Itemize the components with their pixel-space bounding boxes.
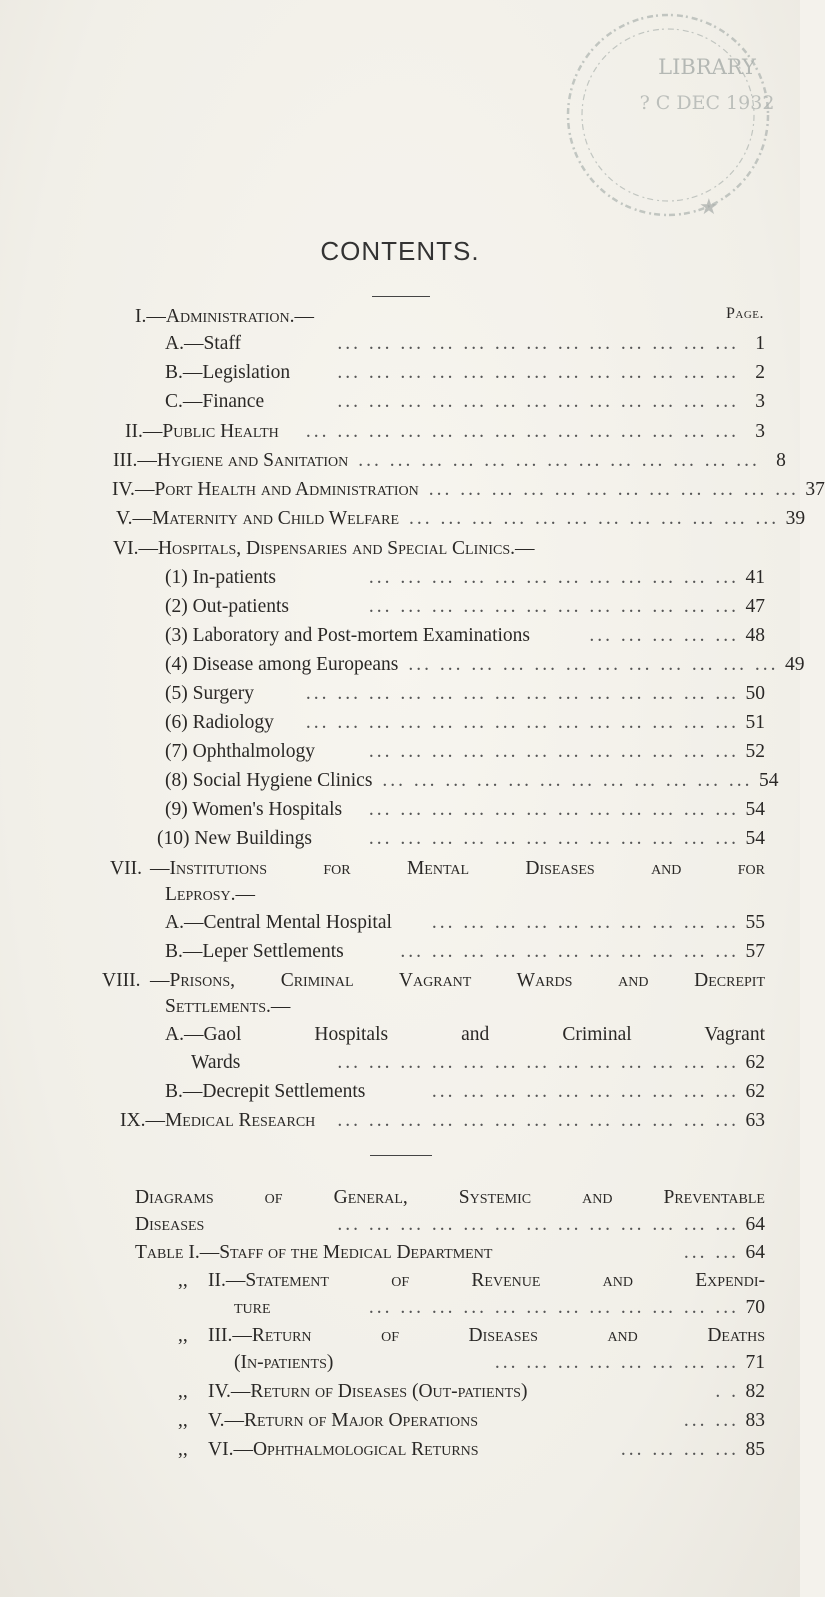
toc-entry: IV.—Port Health and Administration ... ... ... ... ... ... ... ... ... ... ... ... 37 xyxy=(112,479,825,500)
toc-entry: B.—Legislation ... ... ... ... ... ... ... ... ... ... ... ... ... 2 xyxy=(165,362,765,383)
stamp-label: LIBRARY xyxy=(658,55,756,79)
toc-entry: (5) Surgery ... ... ... ... ... ... ... ... ... ... ... ... ... ... 50 xyxy=(165,683,765,704)
toc-entry: (8) Social Hygiene Clinics ... ... ... ... ... ... ... ... ... ... ... ... 54 xyxy=(165,770,779,791)
section-rule xyxy=(370,1155,432,1156)
toc-entry: (7) Ophthalmology ... ... ... ... ... ... ... ... ... ... ... ... 52 xyxy=(165,741,765,762)
section-8-num: VIII. xyxy=(102,970,141,991)
table3-entry-line1: III.—Return of Diseases and Deaths xyxy=(208,1325,765,1346)
section-6-heading: VI.—Hospitals, Dispensaries and Special Clinics.— xyxy=(113,538,535,559)
section-1-heading: I.—Administration.— xyxy=(135,306,314,327)
toc-entry: (9) Women's Hospitals ... ... ... ... ... ... ... ... ... ... ... ... 54 xyxy=(165,799,765,820)
toc-entry: (In-patients) ... ... ... ... ... ... ... ... 71 xyxy=(234,1352,765,1373)
toc-entry: C.—Finance ... ... ... ... ... ... ... ... ... ... ... ... ... 3 xyxy=(165,391,765,412)
toc-entry: Table I.—Staff of the Medical Department ... ... 64 xyxy=(135,1242,765,1263)
toc-entry: V.—Maternity and Child Welfare ... ... ... ... ... ... ... ... ... ... ... ... 39 xyxy=(116,508,806,529)
ditto-mark: ,, xyxy=(178,1325,188,1346)
toc-entry: VI.—Ophthalmological Returns ... ... ... ... 85 xyxy=(208,1439,765,1460)
ditto-mark: ,, xyxy=(178,1381,188,1402)
section-7-num: VII. xyxy=(110,858,142,879)
toc-entry: A.—Staff ... ... ... ... ... ... ... ... ... ... ... ... ... 1 xyxy=(165,333,765,354)
toc-entry: (10) New Buildings ... ... ... ... ... ... ... ... ... ... ... ... 54 xyxy=(157,828,765,849)
page-column-header: Page. xyxy=(725,305,764,322)
section-7-heading-cont: Leprosy.— xyxy=(165,884,255,905)
toc-entry: A.—Central Mental Hospital ... ... ... ... ... ... ... ... ... ... 55 xyxy=(165,912,765,933)
toc-entry: (1) In-patients ... ... ... ... ... ... ... ... ... ... ... ... 41 xyxy=(165,567,765,588)
toc-entry-line1: A.—Gaol Hospitals and Criminal Vagrant xyxy=(165,1024,765,1045)
table2-entry-line1: II.—Statement of Revenue and Expendi- xyxy=(208,1270,765,1291)
section-8-heading: —Prisons, Criminal Vagrant Wards and Decrepit xyxy=(150,970,765,991)
toc-entry: (3) Laboratory and Post-mortem Examinations ... ... ... ... ... 48 xyxy=(165,625,765,646)
toc-entry: IX.—Medical Research ... ... ... ... ... ... ... ... ... ... ... ... ... 63 xyxy=(120,1110,765,1131)
ditto-mark: ,, xyxy=(178,1270,188,1291)
section-8-heading-cont: Settlements.— xyxy=(165,996,291,1017)
toc-entry: (4) Disease among Europeans ... ... ... ... ... ... ... ... ... ... ... ... 49 xyxy=(165,654,805,675)
toc-entry: B.—Leper Settlements ... ... ... ... ... ... ... ... ... ... ... 57 xyxy=(165,941,765,962)
toc-entry: (6) Radiology ... ... ... ... ... ... ... ... ... ... ... ... ... ... 51 xyxy=(165,712,765,733)
star-icon: ★ xyxy=(699,195,719,220)
toc-entry: III.—Hygiene and Sanitation ... ... ... ... ... ... ... ... ... ... ... ... ... 8 xyxy=(113,450,786,471)
toc-entry: II.—Public Health ... ... ... ... ... ... ... ... ... ... ... ... ... ... 3 xyxy=(125,421,765,442)
title-rule xyxy=(372,296,430,297)
toc-entry: B.—Decrepit Settlements ... ... ... ... ... ... ... ... ... ... 62 xyxy=(165,1081,765,1102)
page-title: CONTENTS. xyxy=(320,236,480,266)
toc-entry: Diseases ... ... ... ... ... ... ... ... ... ... ... ... ... 64 xyxy=(135,1214,765,1235)
diagrams-entry-line1: Diagrams of General, Systemic and Preventable xyxy=(135,1187,765,1208)
toc-entry: Wards ... ... ... ... ... ... ... ... ... ... ... ... ... 62 xyxy=(191,1052,765,1073)
toc-entry: ture ... ... ... ... ... ... ... ... ... ... ... ... 70 xyxy=(234,1297,765,1318)
toc-entry: IV.—Return of Diseases (Out-patients) . . 82 xyxy=(208,1381,765,1402)
toc-entry: (2) Out-patients ... ... ... ... ... ... ... ... ... ... ... ... 47 xyxy=(165,596,765,617)
ditto-mark: ,, xyxy=(178,1439,188,1460)
section-7-heading: —Institutions for Mental Diseases and for xyxy=(150,858,765,879)
library-stamp xyxy=(557,4,779,226)
ditto-mark: ,, xyxy=(178,1410,188,1431)
stamp-date: ? C DEC 1932 xyxy=(639,92,775,114)
toc-entry: V.—Return of Major Operations ... ... 83 xyxy=(208,1410,765,1431)
